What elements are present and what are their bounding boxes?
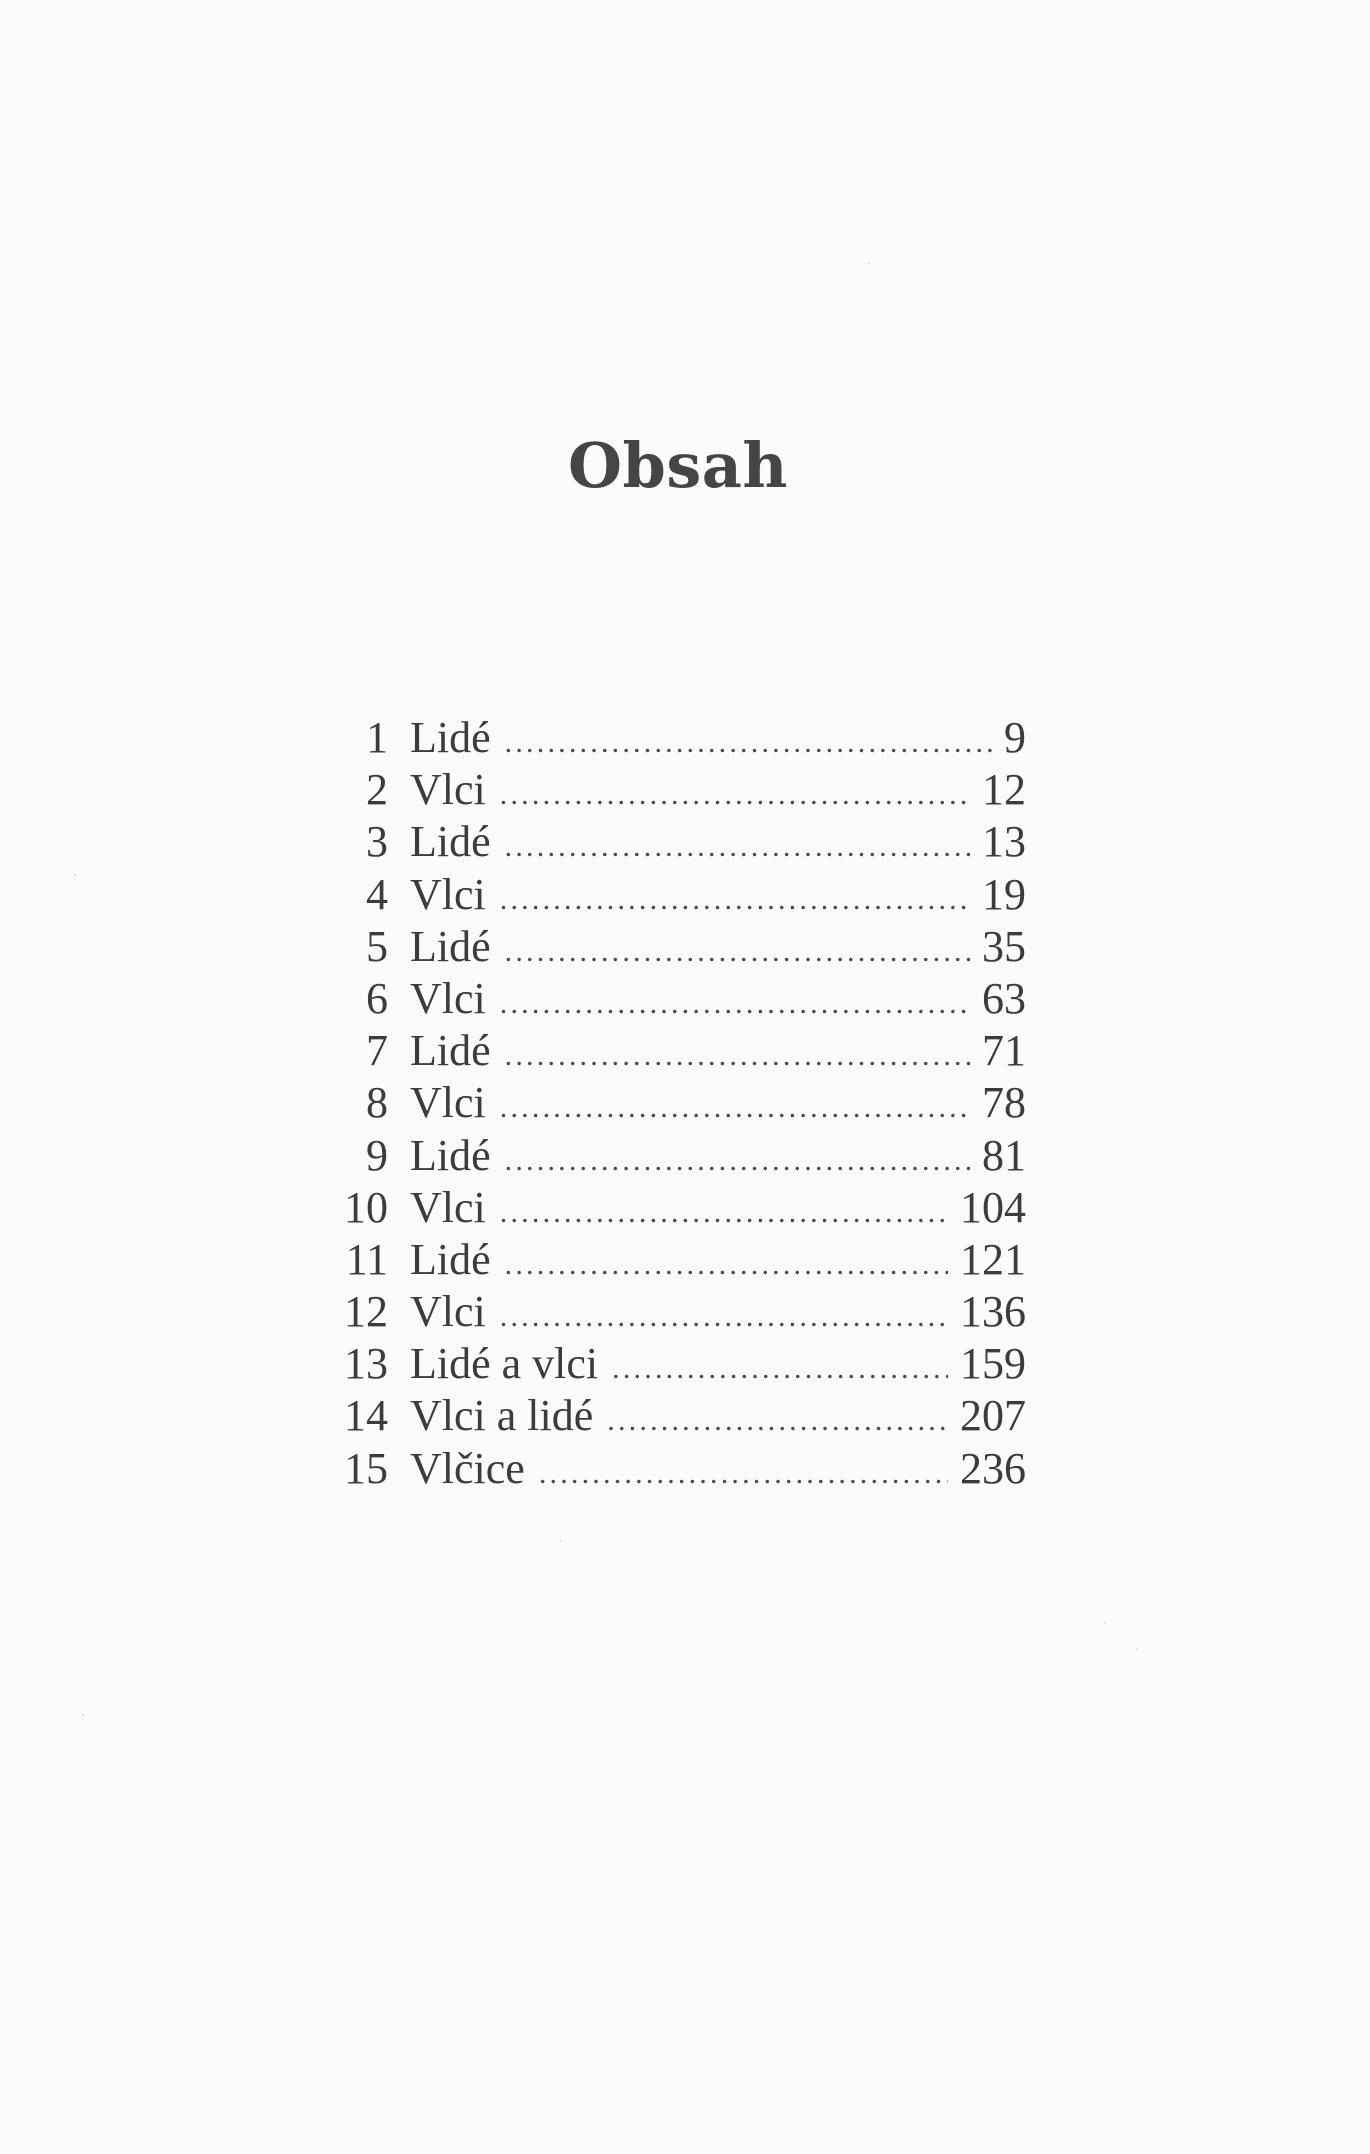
page-number: 78 [982, 1078, 1026, 1128]
dot-leader [500, 1291, 948, 1343]
page-number: 13 [982, 817, 1026, 867]
chapter-title: Vlci [410, 869, 486, 919]
dot-leader [500, 769, 970, 821]
chapter-number: 10 [344, 1182, 388, 1232]
paper-speck [1104, 1622, 1106, 1624]
chapter-title: Lidé [410, 713, 491, 762]
chapter-title: Vlci [410, 1287, 486, 1337]
chapter-title: Vlci [410, 1078, 486, 1128]
page-number: 236 [960, 1443, 1026, 1493]
dot-leader [500, 978, 970, 1030]
chapter-number: 1 [366, 713, 388, 762]
chapter-title: Lidé a vlci [410, 1339, 599, 1389]
chapter-title: Lidé [410, 921, 491, 971]
chapter-title: Lidé [410, 1130, 491, 1180]
chapter-title: Vlci [410, 973, 486, 1023]
dot-leader [612, 1343, 948, 1395]
chapter-number: 5 [366, 921, 388, 971]
paper-speck [560, 1540, 562, 1542]
page-number: 19 [982, 869, 1026, 919]
chapter-title: Lidé [410, 1026, 491, 1076]
page-number: 9 [1004, 713, 1026, 762]
dot-leader [607, 1395, 948, 1447]
dot-leader [505, 1239, 948, 1291]
toc-entry [330, 1234, 1026, 1286]
toc-entry [330, 869, 1026, 921]
chapter-number: 3 [366, 817, 388, 867]
toc-entry [330, 1390, 1026, 1442]
paper-speck [1136, 1648, 1138, 1650]
dot-leader [505, 1030, 970, 1082]
toc-entry [330, 1130, 1026, 1182]
page-number: 136 [960, 1287, 1026, 1337]
toc-entry [330, 1077, 1026, 1129]
toc-entry [330, 816, 1026, 868]
dot-leader [505, 1135, 970, 1187]
page-number: 71 [982, 1026, 1026, 1076]
toc-entry [330, 1025, 1026, 1077]
chapter-number: 7 [366, 1026, 388, 1076]
toc-entry [330, 1182, 1026, 1234]
chapter-title: Vlci [410, 1182, 486, 1232]
toc-entry [330, 1286, 1026, 1338]
page-title: Obsah [567, 429, 788, 502]
chapter-number: 15 [344, 1443, 388, 1493]
chapter-number: 2 [366, 765, 388, 815]
paper-speck [74, 874, 76, 876]
paper-speck [82, 1714, 84, 1716]
page-number: 207 [960, 1391, 1026, 1441]
toc-entry [330, 764, 1026, 816]
paper-speck [868, 262, 870, 264]
page-number: 63 [982, 973, 1026, 1023]
page-number: 81 [982, 1130, 1026, 1180]
chapter-title: Vlci [410, 765, 486, 815]
chapter-title: Vlčice [410, 1443, 525, 1493]
chapter-number: 9 [366, 1130, 388, 1180]
chapter-number: 12 [344, 1287, 388, 1337]
chapter-title: Vlci a lidé [410, 1391, 594, 1441]
table-of-contents [330, 712, 1026, 1495]
dot-leader [505, 926, 970, 978]
chapter-number: 6 [366, 973, 388, 1023]
page-number: 159 [960, 1339, 1026, 1389]
page-number: 12 [982, 765, 1026, 815]
chapter-number: 14 [344, 1391, 388, 1441]
chapter-number: 13 [344, 1339, 388, 1389]
toc-entry [330, 1338, 1026, 1390]
chapter-number: 8 [366, 1078, 388, 1128]
dot-leader [500, 1187, 948, 1239]
dot-leader [505, 821, 970, 873]
toc-entry [330, 973, 1026, 1025]
chapter-title: Lidé [410, 817, 491, 867]
page-number: 35 [982, 921, 1026, 971]
chapter-number: 4 [366, 869, 388, 919]
dot-leader [505, 717, 992, 769]
toc-entry [330, 921, 1026, 973]
page-number: 121 [960, 1234, 1026, 1284]
chapter-number: 11 [345, 1234, 388, 1284]
dot-leader [539, 1448, 948, 1500]
dot-leader [500, 1082, 970, 1134]
chapter-title: Lidé [410, 1234, 491, 1284]
toc-entry [330, 712, 1026, 764]
toc-entry [330, 1443, 1026, 1495]
page-number: 104 [960, 1182, 1026, 1232]
dot-leader [500, 874, 970, 926]
